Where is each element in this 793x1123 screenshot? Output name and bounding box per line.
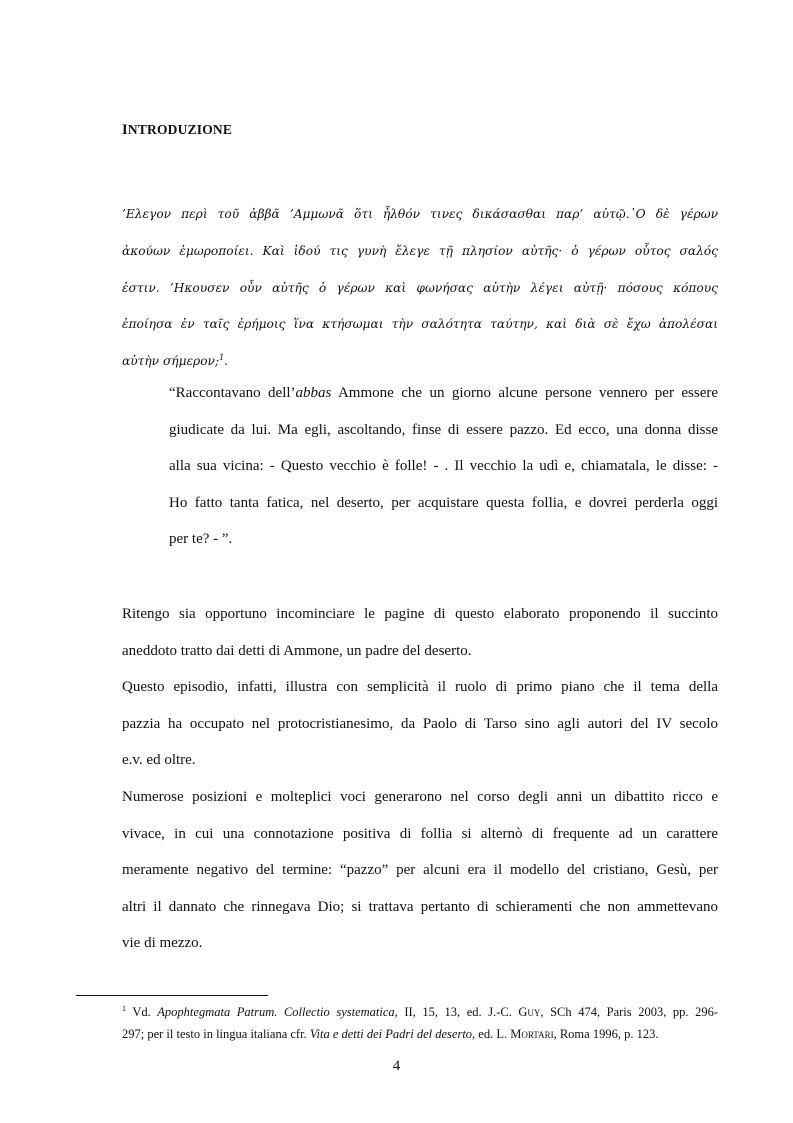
paragraph-3-line: altri il dannato che rinnegava Dio; si trattava pertanto di schieramenti che non ammettevano xyxy=(122,898,718,915)
paragraph-3-line: Numerose posizioni e molteplici voci generarono nel corso degli anni un dibattito ricco e xyxy=(122,788,718,805)
footnote-number: 1 xyxy=(122,1004,126,1013)
quote-text: Ammone che un giorno alcune persone vennero per essere xyxy=(331,385,719,401)
greek-line-tail: . xyxy=(224,354,229,369)
section-heading xyxy=(122,122,232,139)
quote-line: giudicate da lui. Ma egli, ascoltando, finse di essere pazzo. Ed ecco, una donna disse xyxy=(169,421,718,438)
footnote-author: Guy xyxy=(518,1005,541,1020)
footnote-reference[interactable]: 1 xyxy=(219,353,225,363)
greek-line: ἐποίησα ἐν ταῖς ἐρήμοις ἵνα κτήσωμαι τὴν σαλότητα ταύτην, καὶ διὰ σὲ ἔχω ἀπολέσαι xyxy=(122,317,718,332)
footnote-line xyxy=(122,1023,718,1045)
heading-initial: I xyxy=(122,122,128,138)
body-text xyxy=(122,596,718,962)
footnote-text: 297; per il testo in lingua italiana cfr. xyxy=(122,1027,310,1042)
italian-translation-quote xyxy=(169,375,718,558)
footnote-separator xyxy=(76,995,268,996)
paragraph-3-line: vie di mezzo. xyxy=(122,935,203,952)
footnote-title: Apophtegmata Patrum. Collectio systematica xyxy=(157,1005,395,1020)
footnote-text: , ed. L. xyxy=(472,1027,511,1042)
greek-line: ἐστιν. ’Ηκουσεν οὖν αὐτῆς ὁ γέρων καὶ φωνήσας αὐτὴν λέγει αὐτῇ· πόσους κόπους xyxy=(122,280,718,295)
footnote-text: , II, 15, 13, ed. J.-C. xyxy=(394,1005,519,1020)
quote-text: “Raccontavano dell’ xyxy=(169,385,296,401)
paragraph-2-line: pazzia ha occupato nel protocristianesimo, da Paolo di Tarso sino agli autori del IV secolo xyxy=(122,715,718,732)
paragraph-3-line: vivace, in cui una connotazione positiva di follia si alternò di frequente ad un carattere xyxy=(122,825,718,842)
footnote-text: Vd. xyxy=(126,1005,158,1020)
footnote xyxy=(122,998,718,1045)
footnote-text: , Roma 1996, p. 123. xyxy=(553,1027,659,1042)
quote-line-last: per te? - ”. xyxy=(169,531,233,548)
greek-line: ’Ελεγον περὶ τοῦ ἀββᾶ ’Αμμωνᾶ ὅτι ἦλθόν τινες δικάσασθαι παρ’ αὐτῷ.῾Ο δὲ γέρων xyxy=(122,207,718,221)
quote-emphasis: abbas xyxy=(295,385,332,401)
footnote-line xyxy=(122,998,718,1023)
paragraph-2-line: Questo episodio, infatti, illustra con semplicità il ruolo di primo piano che il tema della xyxy=(122,679,718,696)
quote-line: Ho fatto tanta fatica, nel deserto, per acquistare questa follia, e dovrei perderla oggi xyxy=(169,494,718,511)
paragraph-3-line: meramente negativo del termine: “pazzo” per alcuni era il modello del cristiano, Gesù, per xyxy=(122,862,718,879)
quote-line xyxy=(169,375,718,412)
paragraph-1-line: aneddoto tratto dai detti di Ammone, un padre del deserto. xyxy=(122,642,472,659)
footnote-text: , SCh 474, Paris 2003, pp. 296- xyxy=(540,1005,718,1020)
page-number: 4 xyxy=(392,1058,401,1074)
paragraph-1-line: Ritengo sia opportuno incominciare le pagine di questo elaborato proponendo il succinto xyxy=(122,606,718,622)
quote-line: alla sua vicina: - Questo vecchio è folle! - . Il vecchio la udì e, chiamatala, le disse: - xyxy=(169,458,718,475)
greek-line-text: αὐτὴν σήμερον; xyxy=(122,354,220,369)
greek-passage xyxy=(122,196,718,380)
footnote-title: Vita e detti dei Padri del deserto xyxy=(309,1027,473,1042)
footnote-author: Mortari xyxy=(510,1027,554,1042)
heading-rest: NTRODUZIONE xyxy=(127,122,233,137)
paragraph-2-line: e.v. ed oltre. xyxy=(122,752,196,769)
greek-line: ἀκούων ἐμωροποίει. Καὶ ἰδού τις γυνὴ ἔλεγε τῇ πλησίον αὐτῆς· ὁ γέρων οὗτος σαλός xyxy=(122,243,718,258)
